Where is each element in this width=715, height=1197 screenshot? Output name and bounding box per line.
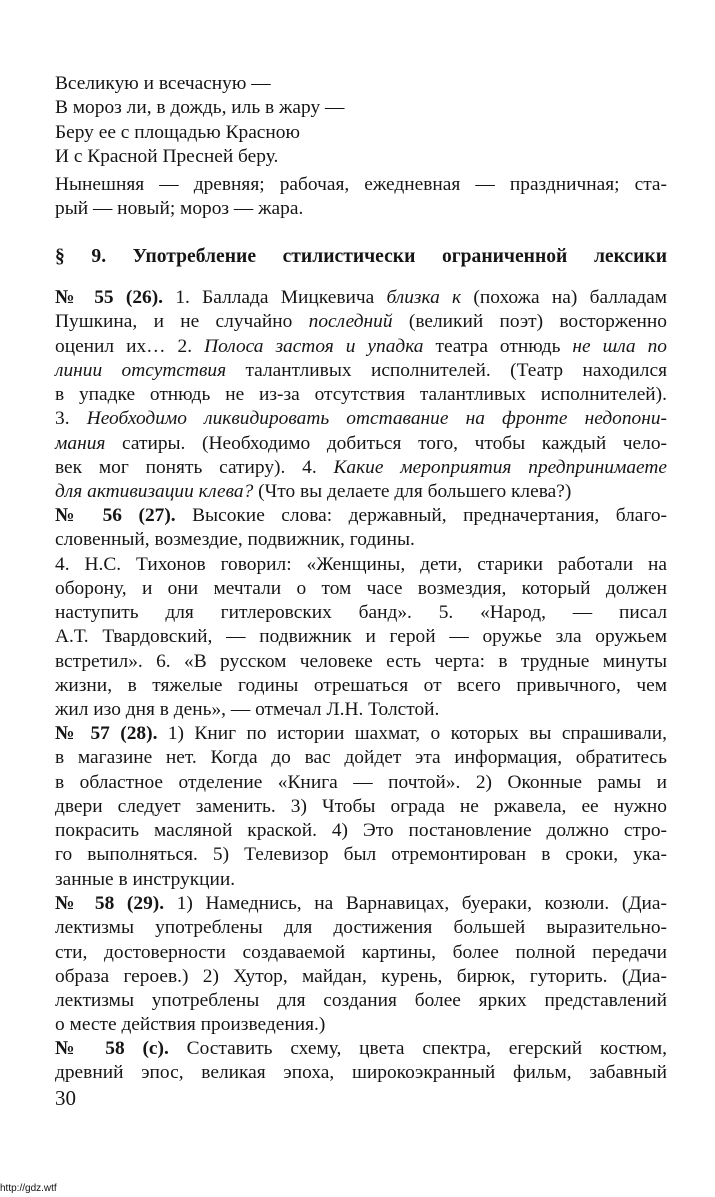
text-line: наступить для гитлеровских банд». 5. «Народ, — писал: [55, 602, 667, 624]
text-line: словенный, возмездие, подвижник, годины.: [55, 529, 415, 551]
text-line: го выполняться. 5) Телевизор был отремонтирован в сроки, ука-: [55, 844, 667, 866]
italic-run: Полоса застоя и упадка: [204, 335, 424, 357]
italic-run: линии отсутствия: [55, 359, 227, 381]
text-line: древний эпос, великая эпоха, широкоэкранный фильм, забавный: [55, 1062, 667, 1084]
exercise-number: № 55 (26).: [55, 287, 164, 308]
text-run: век мог понять сатиру). 4.: [55, 457, 334, 479]
text-line: в магазине нет. Когда до вас дойдет эта информация, обратитесь: [55, 747, 667, 769]
text-run: (Что вы делаете для большего клева?): [253, 481, 572, 503]
text-run: (похожа на) балладам: [461, 287, 667, 308]
text-line: 4. Н.С. Тихонов говорил: «Женщины, дети, старики работали на: [55, 553, 667, 575]
text-line: [55, 504, 667, 528]
exercise-57: [55, 722, 667, 892]
text-run: 3.: [55, 408, 87, 430]
poem-line: В мороз ли, в дождь, иль в жару —: [55, 97, 345, 119]
text-run: 1. Баллада Мицкевича: [163, 287, 387, 308]
text-line: в областное отделение «Книга — почтой». 2) Оконные рамы и: [55, 771, 667, 793]
exercise-number: № 57 (28).: [55, 723, 158, 744]
antonyms-paragraph: [55, 173, 667, 222]
text-line: жил изо дня в день», — отмечал Л.Н. Толстой.: [55, 699, 440, 721]
text-line: [55, 456, 667, 480]
text-run: оценил их… 2.: [55, 335, 205, 357]
text-line: образа героев.) 2) Хутор, майдан, курень, бирюк, гуторить. (Диа-: [55, 965, 667, 987]
text-line: лектизмы употреблены для достижения большей выразительно-: [55, 917, 667, 939]
text-line: [55, 359, 667, 383]
text-run: (великий поэт) восторженно: [392, 311, 667, 333]
exercise-58c: [55, 1037, 667, 1086]
text-line: [55, 480, 667, 504]
exercise-56: [55, 504, 667, 723]
text-run: театра отнюдь: [423, 335, 573, 357]
text-line: покрасить масляной краской. 4) Это постановление должно стро-: [55, 820, 667, 842]
italic-run: близка к: [386, 287, 462, 308]
text-line: встретил». 6. «В русском человеке есть черта: в трудные минуты: [55, 650, 667, 672]
section-heading: § 9. Употребление стилистически ограниченной лексики: [55, 246, 667, 267]
text-run: Высокие слова: державный, предначертания, благо-: [175, 505, 667, 526]
text-line: о месте действия произведения.): [55, 1014, 326, 1036]
text-line: [55, 892, 667, 916]
text-line: рый — новый; мороз — жара.: [55, 198, 304, 220]
watermark-url: http://gdz.wtf: [0, 1183, 57, 1194]
exercise-55: [55, 286, 667, 505]
italic-run: для активизации клева?: [55, 481, 254, 503]
text-line: лектизмы употреблены для создания более ярких представлений: [55, 990, 667, 1012]
text-line: [55, 1037, 667, 1061]
text-line: занные в инструкции.: [55, 868, 236, 890]
text-line: [55, 432, 667, 456]
text-line: [55, 335, 667, 359]
exercise-number: № 58 (29).: [55, 893, 165, 914]
text-run: талантливых исполнителей. (Театр находился: [226, 359, 667, 381]
text-line: жизни, в тяжелые годины отрешаться от всего привычного, чем: [55, 675, 667, 697]
exercise-number: № 56 (27).: [55, 505, 176, 526]
text-run: сатиры. (Необходимо добиться того, чтобы каждый чело-: [105, 432, 667, 454]
text-line: Нынешняя — древняя; рабочая, ежедневная — праздничная; ста-: [55, 174, 667, 195]
italic-run: не шла по: [572, 335, 667, 357]
poem-line: Вселикую и всечасную —: [55, 73, 271, 94]
exercise-number: № 58 (с).: [55, 1038, 169, 1059]
text-line: [55, 310, 667, 334]
text-run: Пушкина, и не случайно: [55, 311, 309, 333]
italic-run: последний: [308, 311, 393, 333]
text-line: А.Т. Твардовский, — подвижник и герой — оружье зла оружьем: [55, 626, 667, 648]
text-run: 1) Книг по истории шахмат, о которых вы спрашивали,: [157, 723, 667, 744]
text-line: оборону, и они мечтали о том часе возмездия, который должен: [55, 577, 667, 599]
italic-run: мания: [55, 432, 106, 454]
text-line: в упадке отнюдь не из-за отсутствия талантливых исполнителей).: [55, 384, 667, 406]
text-line: [55, 407, 667, 431]
text-line: сти, достоверности создаваемой картины, более полной передачи: [55, 941, 667, 963]
exercise-58: [55, 892, 667, 1038]
page-number: 30: [55, 1086, 76, 1110]
italic-run: Какие мероприятия предпринимаете: [333, 457, 667, 479]
text-line: [55, 722, 667, 746]
italic-run: Необходимо ликвидировать отставание на фронте недопони-: [86, 408, 667, 430]
text-run: 1) Намеднись, на Варнавицах, буераки, козюли. (Диа-: [164, 893, 667, 914]
text-line: двери следует заменить. 3) Чтобы ограда не ржавела, ее нужно: [55, 795, 667, 817]
poem-line: Беру ее с площадью Красною: [55, 121, 300, 143]
poem-line: И с Красной Пресней беру.: [55, 145, 279, 167]
poem-stanza: [55, 72, 667, 169]
text-run: Составить схему, цвета спектра, егерский костюм,: [168, 1038, 667, 1059]
text-line: [55, 286, 667, 310]
